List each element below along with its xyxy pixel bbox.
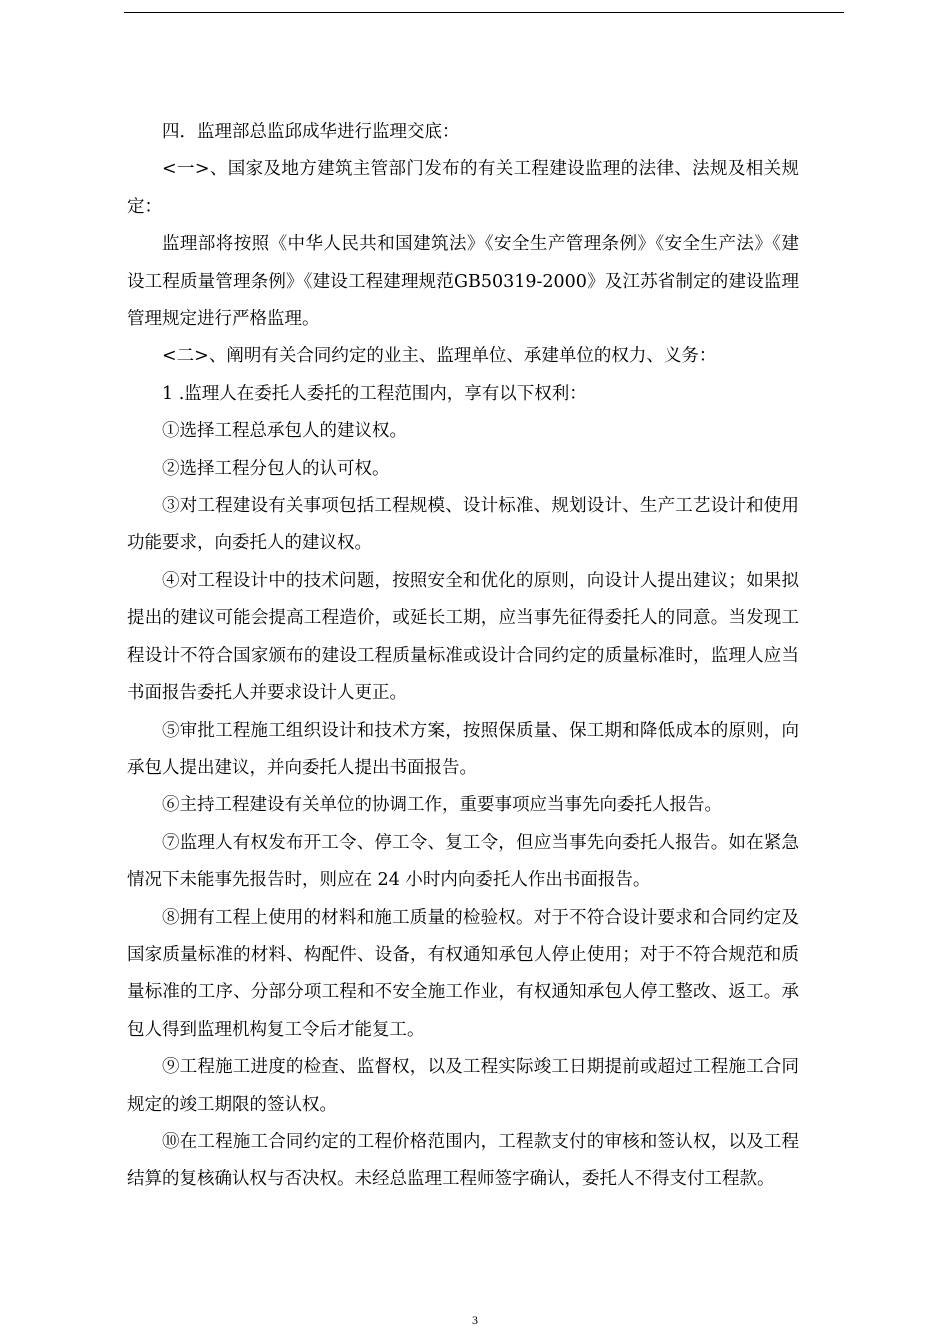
page-number: 3 bbox=[472, 1313, 478, 1327]
document-body bbox=[127, 114, 799, 1199]
list-item: ⑥主持工程建设有关单位的协调工作，重要事项应当事先向委托人报告。 bbox=[162, 795, 722, 816]
list-item: ④对工程设计中的技术问题，按照安全和优化的原则，向设计人提出建议；如果拟提出的建议可能会提高工程造价，或延长工期，应当事先征得委托人的同意。当发现工程设计不符合国家颁布的建设工程质量标准或设计合同约定的质量标准时，监理人应当书面报告委托人并要求设计人更正。 bbox=[127, 570, 799, 704]
list-item: ①选择工程总承包人的建议权。 bbox=[162, 421, 407, 442]
list-item: ②选择工程分包人的认可权。 bbox=[162, 458, 390, 479]
subsection-heading: <二>、阐明有关合同约定的业主、监理单位、承建单位的权力、义务： bbox=[162, 346, 717, 367]
section-heading: 四．监理部总监邱成华进行监理交底： bbox=[162, 122, 460, 142]
list-item: ⑩在工程施工合同约定的工程价格范围内，工程款支付的审核和签认权，以及工程结算的复核确认权与否决权。未经总监理工程师签字确认，委托人不得支付工程款。 bbox=[127, 1131, 799, 1190]
list-item: ⑨工程施工进度的检查、监督权，以及工程实际竣工日期提前或超过工程施工合同规定的竣工期限的签认权。 bbox=[127, 1057, 799, 1115]
list-item: ⑦监理人有权发布开工令、停工令、复工令，但应当事先向委托人报告。如在紧急情况下未能事先报告时，则应在 24 小时内向委托人作出书面报告。 bbox=[127, 832, 799, 891]
body-paragraph: 监理部将按照《中华人民共和国建筑法》《安全生产管理条例》《安全生产法》《建设工程质量管理条例》《建设工程建理规范GB50319-2000》及江苏省制定的建设监理管理规定进行严格监理。 bbox=[127, 234, 799, 330]
list-item: ③对工程建设有关事项包括工程规模、设计标准、规划设计、生产工艺设计和使用功能要求，向委托人的建议权。 bbox=[127, 496, 799, 554]
list-heading: 1 .监理人在委托人委托的工程范围内，享有以下权利： bbox=[162, 383, 587, 404]
subsection-heading: <一>、国家及地方建筑主管部门发布的有关工程建设监理的法律、法规及相关规定： bbox=[127, 159, 799, 217]
header-rule bbox=[124, 12, 844, 13]
list-item: ⑤审批工程施工组织设计和技术方案，按照保质量、保工期和降低成本的原则，向承包人提出建议，并向委托人提出书面报告。 bbox=[127, 720, 799, 778]
list-item: ⑧拥有工程上使用的材料和施工质量的检验权。对于不符合设计要求和合同约定及国家质量标准的材料、构配件、设备，有权通知承包人停止使用；对于不符合规范和质量标准的工序、分部分项工程和不安全施工作业，有权通知承包人停工整改、返工。承包人得到监理机构复工令后才能复工。 bbox=[127, 907, 799, 1040]
